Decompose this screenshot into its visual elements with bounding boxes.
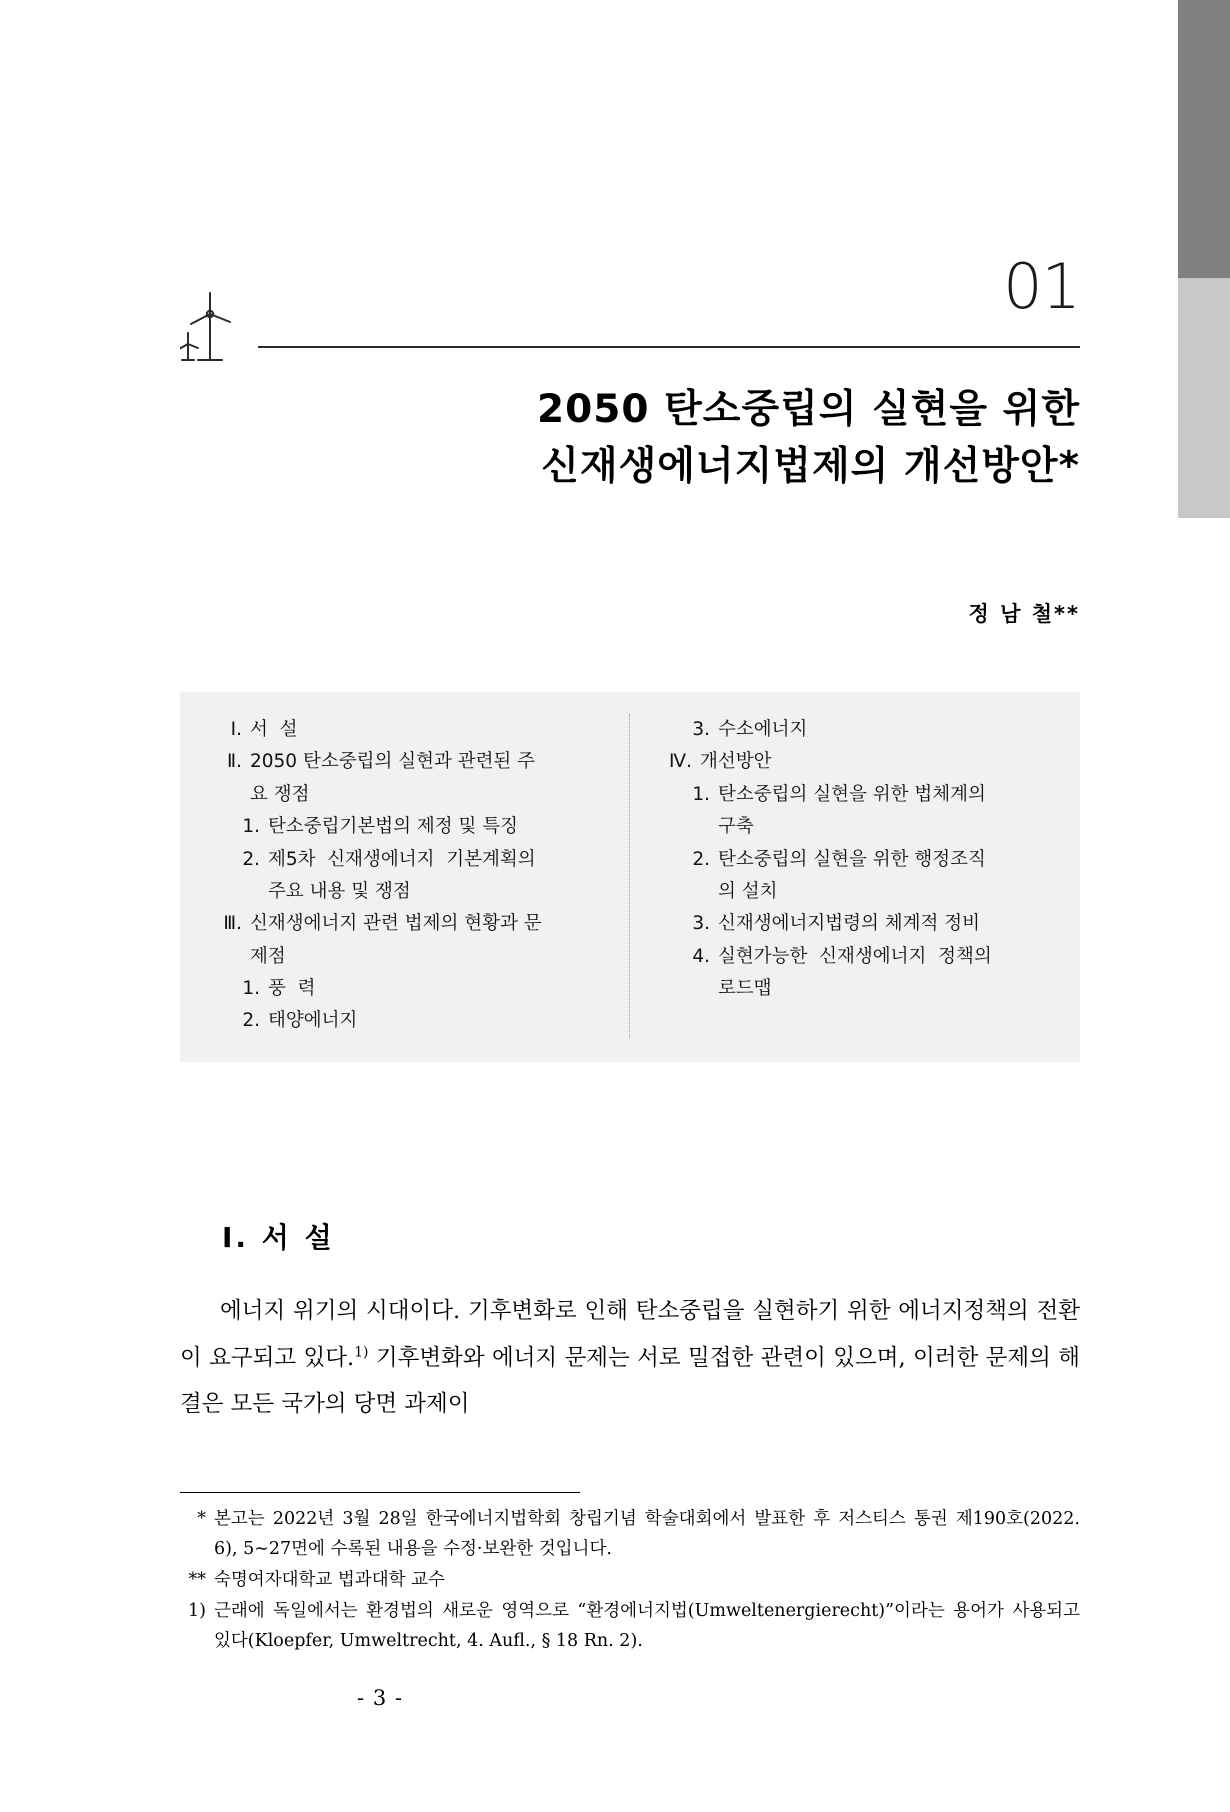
toc-label: 제점: [250, 945, 286, 967]
toc-marker: 2.: [692, 848, 710, 870]
section-heading: Ⅰ. 서 설: [222, 1221, 335, 1254]
toc-marker: Ⅱ.: [227, 751, 242, 773]
toc-marker: 1.: [242, 978, 260, 999]
header-divider: [258, 346, 1080, 348]
toc-marker: 4.: [692, 945, 710, 967]
toc-item: [662, 941, 1054, 973]
toc-item-continuation: [662, 811, 1054, 843]
footnote-text: 숙명여자대학교 법과대학 교수: [214, 1570, 445, 1591]
toc-label: 태양에너지: [268, 1010, 358, 1032]
toc-marker: 1.: [692, 783, 710, 805]
toc-label: 수소에너지: [718, 719, 808, 740]
footnote-text: 본고는 2022년 3월 28일 한국에너지법학회 창립기념 학술대회에서 발표한 후 저스티스 통권 제190호(2022. 6), 5∼27면에 수록된 내용을 수정·보완한 것입니다.: [214, 1509, 1080, 1560]
footnote-marker: 1): [188, 1601, 206, 1622]
toc-label: 2050 탄소중립의 실현과 관련된 주: [250, 751, 536, 773]
toc-item: [212, 1005, 603, 1037]
toc-item: [212, 844, 603, 876]
toc-column-right: [630, 714, 1080, 1038]
toc-item-continuation: [212, 876, 603, 908]
toc-label: 서 설: [250, 719, 298, 740]
toc-label: 탄소중립의 실현을 위한 행정조직: [718, 848, 986, 870]
chapter-number: 01: [1003, 250, 1080, 323]
toc-item-continuation: [212, 779, 603, 811]
toc-marker: Ⅲ.: [223, 913, 242, 935]
footnote-item: [180, 1504, 1080, 1564]
toc-item: [212, 714, 603, 746]
toc-item: [662, 908, 1054, 940]
toc-column-left: [180, 714, 630, 1038]
toc-label: 실현가능한 신재생에너지 정책의: [718, 945, 992, 967]
toc-label: 탄소중립기본법의 제정 및 특징: [268, 816, 518, 838]
toc-item-continuation: [212, 941, 603, 973]
paragraph-part-1: 에너지 위기의 시대이다. 기후변화로 인해 탄소중립을 실현하기 위한 에너지정책의 전환이 요구되고 있다.: [180, 1298, 1080, 1371]
footnote-marker: **: [188, 1570, 206, 1591]
toc-marker: 2.: [242, 848, 260, 870]
toc-marker: 1.: [242, 816, 260, 838]
title-line-2: 신재생에너지법제의 개선방안*: [541, 443, 1080, 489]
toc-label: 풍 력: [268, 978, 316, 999]
toc-item: [662, 779, 1054, 811]
body-paragraph: [180, 1288, 1080, 1428]
toc-marker: Ⅳ.: [669, 751, 692, 773]
toc-label: 개선방안: [700, 751, 772, 773]
toc-item: [212, 973, 603, 1005]
toc-label: 로드맵: [718, 978, 772, 999]
toc-item: [662, 746, 1054, 778]
footnote-text: 근래에 독일에서는 환경법의 새로운 영역으로 “환경에너지법(Umweltenergierecht)”이라는 용어가 사용되고 있다(Kloepfer, Umweltrecht, 4. Aufl., § 18 Rn. 2).: [214, 1601, 1080, 1652]
toc-item: [212, 746, 603, 778]
footnote-divider: [180, 1492, 580, 1493]
toc-item-continuation: [662, 876, 1054, 908]
toc-label: 구축: [718, 816, 754, 838]
toc-marker: 3.: [692, 913, 710, 935]
toc-item: [212, 908, 603, 940]
toc-label: 신재생에너지 관련 법제의 현황과 문: [250, 913, 542, 935]
paragraph: [180, 1288, 1080, 1428]
footnote-reference[interactable]: 1): [354, 1344, 369, 1361]
toc-label: 의 설치: [718, 880, 778, 902]
footnote-area: [180, 1504, 1080, 1657]
paper-title: [180, 382, 1080, 495]
author-name: 정 남 철**: [968, 602, 1080, 626]
toc-label: 신재생에너지법령의 체계적 정비: [718, 913, 980, 935]
toc-marker: 3.: [692, 719, 710, 740]
toc-label: 탄소중립의 실현을 위한 법체계의: [718, 783, 986, 805]
page-number: - 3 -: [357, 1686, 403, 1710]
toc-label: 요 쟁점: [250, 783, 310, 805]
toc-item: [662, 844, 1054, 876]
toc-label: 주요 내용 및 쟁점: [268, 880, 411, 902]
toc-marker: 2.: [242, 1010, 260, 1032]
title-line-1: 2050 탄소중립의 실현을 위한: [536, 387, 1080, 432]
toc-item: [662, 714, 1054, 746]
toc-marker: Ⅰ.: [230, 719, 242, 740]
paragraph-part-2: 기후변화와 에너지 문제는 서로 밀접한 관련이 있으며, 이러한 문제의 해결은 모든 국가의 당면 과제이: [180, 1344, 1080, 1418]
table-of-contents: [180, 692, 1080, 1062]
footnote-marker: *: [197, 1509, 206, 1529]
footnote-item: [180, 1565, 1080, 1595]
toc-item: [212, 811, 603, 843]
toc-item-continuation: [662, 973, 1054, 1005]
windmill-icon: [180, 288, 242, 364]
footnote-item: [180, 1596, 1080, 1656]
toc-label: 제5차 신재생에너지 기본계획의: [268, 848, 536, 870]
